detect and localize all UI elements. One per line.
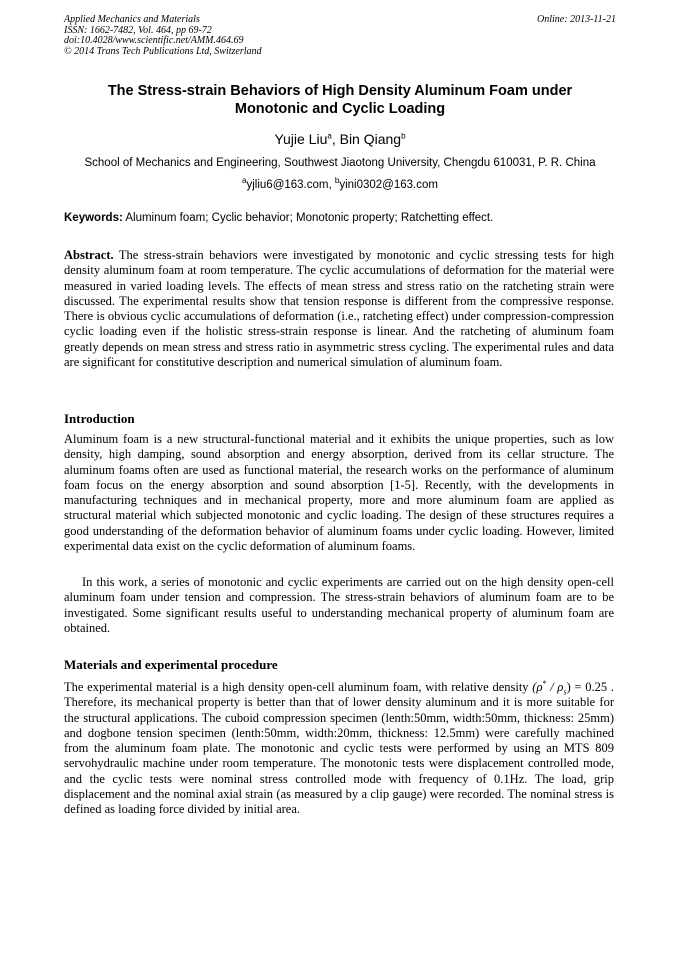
intro-paragraph-2: In this work, a series of monotonic and cyclic experiments are carried out on the high density open-cell aluminum foam under tension and compression. The stress-strain behaviors of aluminum foam are to be investigated. Some significant results useful to understanding mechanical property of aluminum foam are obtained. (64, 575, 614, 635)
emails (64, 178, 616, 192)
author-1-sup: a (327, 131, 332, 141)
author-separator: , (331, 131, 340, 147)
author-2: Bin Qiang (339, 131, 402, 147)
email-1: yjliu6@163.com (246, 179, 329, 191)
intro-heading: Introduction (64, 411, 135, 426)
title-line-2: Monotonic and Cyclic Loading (234, 101, 446, 117)
email-2: yini0302@163.com (339, 179, 438, 191)
doi-line: doi:10.4028/www.scientific.net/AMM.464.69 (64, 35, 244, 46)
email-2-sup: b (334, 176, 340, 186)
author-2-sup: b (401, 131, 406, 141)
formula-close: ) = 0.25 (566, 680, 608, 694)
paper-title (64, 82, 616, 118)
relative-density-formula (532, 678, 608, 697)
online-date: Online: 2013-11-21 (537, 14, 616, 25)
keywords (64, 211, 624, 225)
methods-paragraph (64, 680, 614, 818)
journal-name: Applied Mechanics and Materials (64, 14, 200, 25)
affiliation: School of Mechanics and Engineering, Southwest Jiaotong University, Chengdu 610031, P. R. China (84, 157, 596, 169)
intro-paragraph-1: Aluminum foam is a new structural-functional material and it exhibits the unique properties, such as low density, high damping, sound absorption and energy absorption, derived from its cellar structure. The aluminum foams often are used as functional material, the research works on the performance of aluminum foam focus on the energy absorption and sound absorption [1-5]. Recently, with the developments in manufacturing techniques and in mechanical property, more and more aluminum foam are applied as structural material which subjected monotonic and cyclic loading. The design of these structures requires a good understanding of the deformation behavior of aluminum foams under cyclic loading. However, limited experimental data exist on the cyclic deformation of aluminum foams. (64, 432, 614, 554)
formula-open: (ρ (532, 680, 543, 694)
formula-mid: / ρ (546, 680, 564, 694)
title-line-1: The Stress-strain Behaviors of High Density Aluminum Foam under (107, 83, 573, 99)
formula-star: * (542, 678, 547, 688)
keywords-text: Aluminum foam; Cyclic behavior; Monotonic property; Ratchetting effect. (122, 212, 494, 224)
methods-text-start: The experimental material is a high density open-cell aluminum foam, with relative density (64, 680, 533, 694)
abstract-text: The stress-strain behaviors were investigated by monotonic and cyclic stressing tests for high density aluminum foam at room temperature. The cyclic accumulations of deformation for the material were measured in varied loading levels. The effects of mean stress and stress ratio on the ratcheting strain were discussed. The experimental results show that tension response is different from the compressive response. There is obvious cyclic accumulations of deformation (i.e., ratcheting effect) under compression-compression cyclic loading even if the holistic stress-strain response is linear. And the ratcheting of aluminum foam greatly depends on mean stress and stress ratio in asymmetric stress cycling. The experimental rules and data are significant for constitutive description and numerical simulation of aluminum foam. (64, 248, 614, 370)
methods-text-rest: . Therefore, its mechanical property is better than that of lower density aluminum and it is more suitable for the structural applications. The cuboid compression specimen (lenth:50mm, width:50mm, thickness: 25mm) and dogbone tension specimen (lenth:50mm, width:20mm, thickness: 12.5mm) were carefully machined from the aluminum foam plate. The monotonic and cyclic tests were performed by using an MTS 809 servohydraulic machine under room temperature. The monotonic tests were displacement controlled mode, and the cyclic tests were nominal stress controlled mode with frequency of 0.1Hz. The load, grip displacement and the nominal axial strain (as measured by a clip gauge) were recorded. The nominal stress is defined as loading force divided by initial area. (64, 680, 615, 817)
abstract (64, 248, 614, 370)
keywords-label: Keywords: (64, 212, 123, 224)
copyright-line: © 2014 Trans Tech Publications Ltd, Switzerland (64, 45, 262, 57)
email-1-sup: a (242, 176, 247, 186)
author-1: Yujie Liu (274, 131, 328, 147)
methods-heading: Materials and experimental procedure (64, 657, 278, 672)
authors (64, 130, 616, 148)
issn-line: ISSN: 1662-7482, Vol. 464, pp 69-72 (64, 24, 212, 36)
journal-header (64, 15, 616, 57)
email-separator: , (328, 179, 335, 191)
formula-sub: s (563, 687, 567, 697)
abstract-label: Abstract. (64, 248, 114, 262)
